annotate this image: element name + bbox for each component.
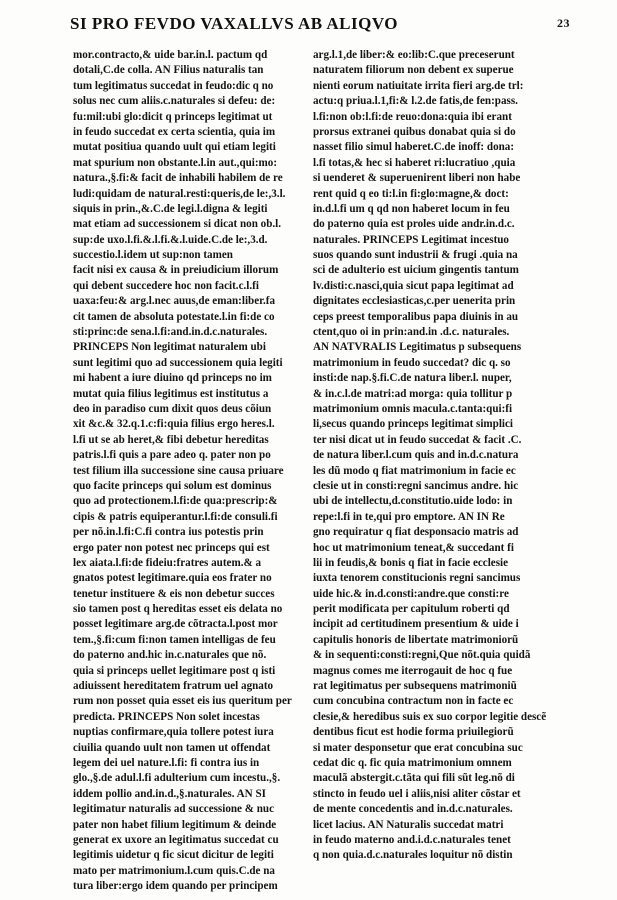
text-line: mato per matrimonium.l.cum quis.C.de na [73,864,275,877]
text-line: tem.,§.fi:cum fi:non tamen intelligas de feu [73,633,276,646]
text-line: naturales. PRINCEPS Legitimat incestuo [313,233,509,246]
text-line: rent quid q eo ti:l.in fi:glo:magne,& doct: [313,187,509,200]
text-line: mat etiam ad successionem si dicat non ob.l. [73,218,282,231]
text-line: gno requiratur q fiat desponsacio matris ad [313,526,519,539]
text-line: tenetur instituere & eis non debetur succes [73,587,275,600]
text-line: actu:q priua.l.1,fi:& l.2.de fatis,de fen:pass. [313,95,518,108]
text-line: cipis & patris equiperantur.l.fi:de consuli.fi [73,510,278,523]
text-line: quo facite princeps qui solum est dominus [73,479,272,492]
text-line: q non quia.d.c.naturales loquitur nõ distin [313,849,513,862]
text-line: matrimonium omnis macula.c.tanta:qui:fi [313,402,513,415]
text-line: repe:l.fi in te,qui pro emptore. AN IN Re [313,510,505,523]
text-line: AN NATVRALIS Legitimatus p subsequens [313,341,522,354]
text-line: rat legitimatus per subsequens matrimoniũ [313,680,517,693]
left-text-column [73,48,308,894]
text-line: nienti eorum natiuitate irrita fieri arg.de trl: [313,79,524,92]
folio-number: 23 [557,16,570,30]
text-line: test filium illa successione sine causa priuare [73,464,284,477]
text-line: cit tamen de absoluta potestate.l.in fi:de co [73,310,275,323]
text-line: mor.contracto,& uide bar.in.l. pactum qd [73,49,268,61]
text-line: suos quando sunt industrii & frugi .quia na [313,249,518,262]
text-line: cum concubina contractum non in facte ec [313,695,514,708]
text-line: quia si princeps uellet legitimare post q isti [73,664,276,677]
running-header [70,14,570,40]
text-line: natura.,§.fi:& facit de inhabili habilem de re [73,172,283,185]
text-line: ludi:quidam de natural.resti:queris,de le:,3.l. [73,187,286,200]
text-line: ubi de intellectu,d.constitutio.uide lodo: in [313,495,513,508]
text-line: succestio.l.idem ut sup:non tamen [73,249,233,262]
text-line: generat ex uxore an legitimatus succedat cu [73,833,279,846]
text-line: in.d.l.fi um q qd non haberet locum in feu [313,202,510,215]
text-line: mutat positiua quando uult qui etiam legiti [73,141,276,154]
text-line: adiuissent hereditatem fratrum uel agnato [73,680,274,693]
text-line: siquis in prin.,&.C.de legi.l.digna & legiti [73,202,268,215]
text-line: hoc ut matrimonium teneat,& succedant fi [313,541,514,554]
text-line: dentibus ficut est hodie forma priuilegiorũ [313,726,514,739]
text-line: ciuilia quando uult non tamen ut offendat [73,741,271,754]
text-line: sio tamen post q hereditas esset eis delata no [73,603,283,616]
text-line: matrimonium in feudo succedat? dic q. so [313,356,511,369]
text-line: ceps preest temporalibus papa diuinis in au [313,310,519,323]
running-title: SI PRO FEVDO VAXALLVS AB ALIQVO [70,14,399,33]
text-line: xit &c.& 32.q.1.c:fi:quia filius ergo heres.l. [73,418,275,431]
text-line: legem dei uel nature.l.fi: fi contra ius in [73,756,260,769]
text-line: tum legitimatus succedat in feudo:dic q no [73,79,274,92]
text-line: incipit ad certitudinem presentium & uide i [313,618,519,631]
text-line: iuxta tenorem constitucionis regni sancimus [313,572,521,585]
text-line: & in.c.l.de matri:ad morga: quia tollitur p [313,387,513,400]
text-line: mi habent a iure diuino qd princeps no im [73,372,272,385]
text-line: l.fi:non ob:l.fi:de reuo:dona:quia ibi erant [313,110,512,123]
text-line: per nõ.in.l.fi:C.fi contra ius potestis prin [73,526,264,539]
text-line: patris.l.fi quis a pare adeo q. pater non po [73,449,271,462]
text-line: posset legitimare arg.de cõtracta.l.post mor [73,618,278,631]
text-line: uaxa:feu:& arg.l.nec auus,de eman:liber.fa [73,295,276,308]
text-line: cedat dic q. fic quia matrimonium omnem [313,756,512,769]
text-line: dotali,C.de colla. AN Filius naturalis tan [73,64,264,77]
text-line: ter nisi dicat ut in feudo succedat & facit .C. [313,433,522,446]
text-line: deo in paradiso cum dixit quos deus cõiun [73,402,272,415]
text-line: maculã abstergit.c.tãta qui fili sũt leg.nõ di [313,772,515,785]
text-line: de natura liber.l.cum quis and in.d.c.natura [313,449,519,462]
text-line: tura liber:ergo idem quando per principem [73,880,278,893]
text-line: solus nec cum aliis.c.naturales si defeu: de: [73,95,276,108]
text-line: dignitates ecclesiasticas,c.per uenerita prin [313,295,516,308]
text-line: do paterno and.hic in.c.naturales que nõ. [73,649,267,662]
text-line: capitulis honoris de libertate matrimoniorũ [313,633,519,646]
text-line: perit modificata per capitulum roberti qd [313,603,510,616]
text-line: facit nisi ex causa & in preiudicium illorum [73,264,279,277]
text-line: nasset filio simul haberet.C.de inoff: dona: [313,141,515,154]
text-line: ergo pater non potest nec princeps qui est [73,541,270,554]
text-line: legitimatur naturalis ad successione & nuc [73,803,275,816]
text-line: pater non habet filium legitimum & deinde [73,818,277,831]
text-line: gnatos potest legitimare.quia eos frater no [73,572,272,585]
text-line: licet lacius. AN Naturalis succedat matri [313,818,504,831]
text-line: si uenderet & superuenirent liberi non habe [313,172,521,185]
text-line: stincto in feudo uel i aliis,nisi aliter cõstar et [313,787,521,800]
text-line: iddem pollio and.in.d.,§.naturales. AN SI [73,787,266,800]
right-text-column [313,48,548,864]
text-line: in feudo materno and.i.d.c.naturales tenet [313,833,511,846]
text-line: in feudo succedat ex certa scientia, quia im [73,125,276,138]
text-line: mutat quia filius legitimus est institutus a [73,387,269,400]
text-line: predicta. PRINCEPS Non solet incestas [73,710,260,723]
text-line: prorsus extranei quibus donabat quia si do [313,125,516,138]
text-line: lv.disti:c.nasci,quia sicut papa legitimat ad [313,279,514,292]
text-line: les dũ modo q fiat matrimonium in facie ec [313,464,516,477]
text-line: nuptias confirmare,quia tollere potest iura [73,726,274,739]
text-line: si mater desponsetur que erat concubina suc [313,741,523,754]
text-line: insti:de nap.§.fi.C.de natura liber.l. nuper, [313,372,512,385]
text-line: sunt legitimi quo ad successionem quia legiti [73,356,283,369]
text-line: lii in feudis,& bonis q fiat in facie ecclesie [313,556,509,569]
text-line: sup:de uxo.l.fi.&.l.fi.&.l.uide.C.de le:,3.d. [73,233,268,246]
text-line: PRINCEPS Non legitimat naturalem ubi [73,341,266,354]
text-line: de mente concedentis and in.d.c.naturales. [313,803,513,816]
text-line: qui debent succedere hoc non facit.c.l.fi [73,279,259,292]
text-line: sti:princ:de sena.l.fi:and.in.d.c.naturales. [73,326,268,339]
text-line: mat spurium non obstante.l.in aut.,qui:mo: [73,156,278,169]
text-line: arg.l.1,de liber:& eo:lib:C.que preceserunt [313,49,515,61]
text-line: rum non posset quia esset eis ius queritum per [73,695,292,708]
text-line: l.fi ut se ab heret,& fibi debetur hereditas [73,433,269,446]
text-line: uide hic.& in.d.consti:andre.que consti:re [313,587,509,600]
text-line: clesie,& heredibus suis ex suo corpor legitie descẽ [313,710,547,723]
text-line: legitimis uidetur q fic sicut dicitur de legiti [73,849,274,862]
text-line: fu:mil:ubi glo:dicit q princeps legitimat ut [73,110,273,123]
text-line: clesie ut in consti:regni sancimus andre. hic [313,479,519,492]
text-line: l.fi totas,& hec si haberet ri:lucratiuo ,quia [313,156,516,169]
text-line: glo.,§.de adul.l.fi adulterium cum incestu.,§. [73,772,281,785]
text-line: naturatem filiorum non debent ex superue [313,64,514,77]
text-line: quo ad protectionem.l.fi:de qua:prescrip:& [73,495,278,508]
text-line: li,secus quando princeps legitimat simplici [313,418,514,431]
text-line: lex aiata.l.fi:de fideiu:fratres autem.& a [73,556,262,569]
text-line: sci de adulterio est uicium gingentis tantum [313,264,519,277]
text-line: magnus comes me iterrogauit de hoc q fue [313,664,513,677]
text-line: ctent,quo oi in prin:and.in .d.c. naturales. [313,326,510,339]
text-line: & in sequenti:consti:regni,Que nõt.quia quidã [313,649,531,662]
text-line: do paterno quia est proles uide andr.in.d.c. [313,218,515,231]
